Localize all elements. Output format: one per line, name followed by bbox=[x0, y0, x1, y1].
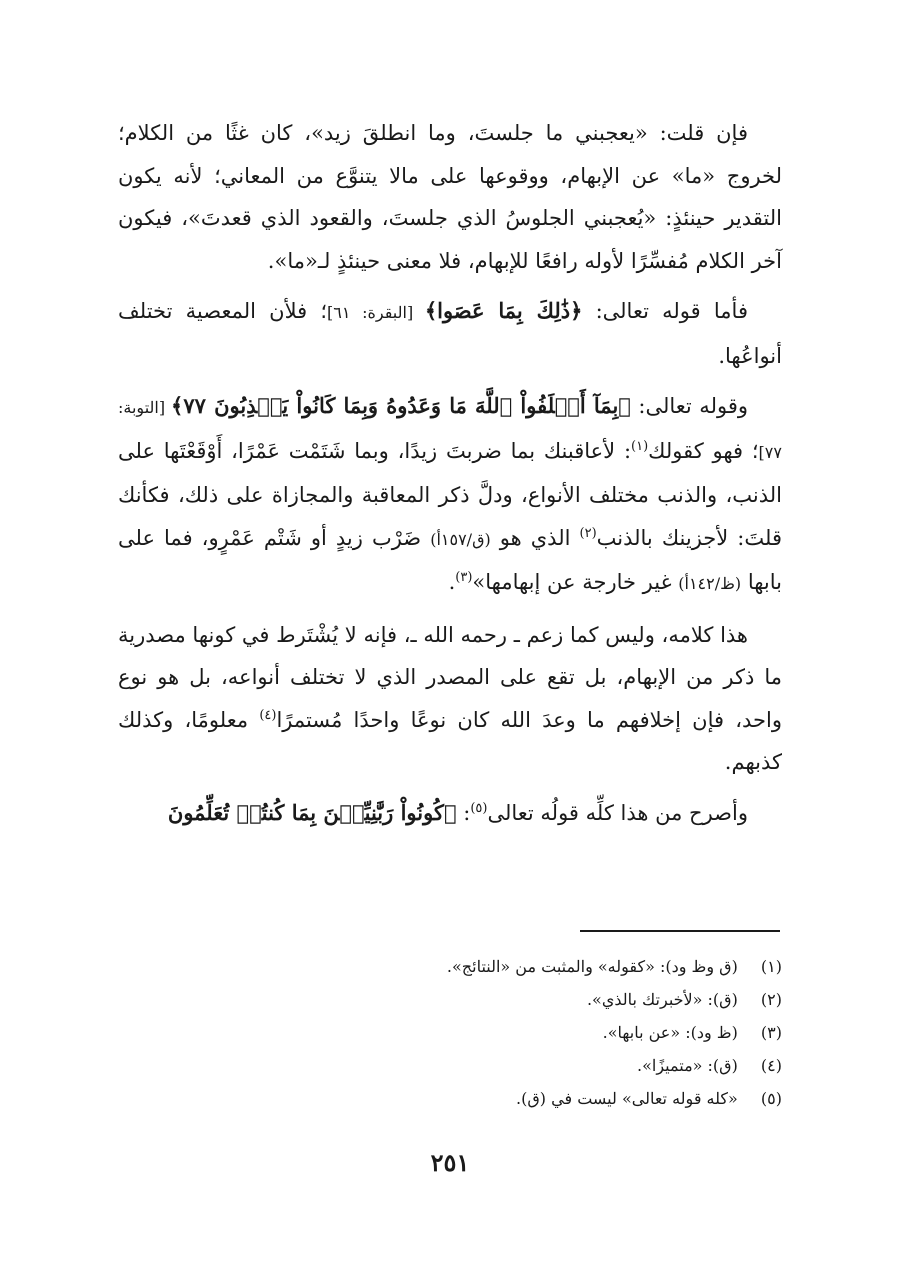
p3-text: ضَرْب زيدٍ أو شَتْم عَمْرٍو، فما على بابها bbox=[118, 525, 782, 594]
footnote-marker-2[interactable]: (٢) bbox=[579, 525, 597, 541]
footnote-number: (٤) bbox=[760, 1056, 782, 1075]
paragraph-3 bbox=[118, 385, 782, 606]
verse-reference: [التوبة: ٧٧] bbox=[118, 398, 782, 462]
footnote-text: (ق): «متميزًا». bbox=[637, 1056, 738, 1075]
footnote-number: (٣) bbox=[760, 1023, 782, 1042]
footnote bbox=[118, 1049, 782, 1082]
verse-reference: [البقرة: ٦١] bbox=[327, 303, 425, 322]
p3-lead: وقوله تعالى: bbox=[630, 394, 748, 418]
p4-text: معلومًا، وكذلك كذبهم. bbox=[118, 707, 782, 774]
footnote-number: (١) bbox=[760, 957, 782, 976]
page-number: ٢٥١ bbox=[430, 1148, 470, 1177]
footnote bbox=[118, 1016, 782, 1049]
manuscript-marker: (ق/١٥٧أ) bbox=[430, 529, 491, 549]
paragraph-4 bbox=[118, 614, 782, 784]
footnote-text: (ظ ود): «عن بابها». bbox=[602, 1023, 738, 1042]
p2-rest: ؛ فلأن المعصية تختلف أنواعُها. bbox=[118, 299, 782, 368]
footnote-marker-3[interactable]: (٣) bbox=[455, 570, 473, 585]
p5-text: : bbox=[456, 800, 471, 825]
quran-verse: ﴿ذَٰلِكَ بِمَا عَصَوا﴾ bbox=[424, 298, 583, 323]
footnote-number: (٢) bbox=[760, 990, 782, 1009]
footnote-text: (ق): «لأخبرتك بالذي». bbox=[586, 990, 738, 1009]
p3-text: غير خارجة عن إبهامها» bbox=[472, 570, 679, 594]
footnote-text: (ق وظ ود): «كقوله» والمثبت من «النتائج». bbox=[446, 957, 738, 976]
quran-verse: ﴿كُونُواْ رَبَّٰنِيِّـۧنَ بِمَا كُنتُمۡ تُعَلِّمُونَ bbox=[167, 799, 457, 825]
paragraph-1: فإن قلت: «يعجبني ما جلستَ، وما انطلقَ زيد»، كان غثًا من الكلام؛ لخروج «ما» عن الإبهام، ووقوعها على مالا يتنوَّع من المعاني؛ لأنه يكون التقدير حينئذٍ: «يُعجبني الجلوسُ الذي جلستَ، والقعود الذي قعدتَ»، فيكون آخر الكلام مُفسِّرًا لأوله رافعًا للإبهام، فلا معنى حينئذٍ لـ«ما». bbox=[118, 121, 782, 273]
footnote-marker-4[interactable]: (٤) bbox=[259, 707, 277, 723]
main-text bbox=[118, 112, 782, 834]
quran-verse: ﴿بِمَآ أَخۡلَفُواْ ٱللَّهَ مَا وَعَدُوهُ وَبِمَا كَانُواْ يَكۡذِبُونَ ٧٧﴾ bbox=[171, 393, 631, 418]
footnote bbox=[118, 950, 782, 983]
footnote-text: «كله قوله تعالى» ليست في (ق). bbox=[516, 1089, 738, 1108]
p4-text: هذا كلامه، وليس كما زعم ـ رحمه الله ـ، فإنه لا يُشْتَرط في كونها مصدرية ما ذكر من الإبهام، بل تقع على المصدر الذي لا تختلف أنواعه، بل هو نوع واحد، فإن إخلافهم ما وعدَ الله كان نوعًا واحدًا مُستمرًا bbox=[118, 622, 783, 732]
footnote-marker-5[interactable]: (٥) bbox=[470, 800, 488, 816]
p3-text: ؛ فهو كقولك bbox=[648, 438, 759, 463]
paragraph-5 bbox=[118, 792, 782, 835]
footnote-number: (٥) bbox=[760, 1089, 782, 1108]
footnotes bbox=[118, 950, 782, 1115]
p3-text: الذي هو bbox=[490, 525, 580, 550]
p2-lead: فأما قوله تعالى: bbox=[582, 299, 748, 323]
p5-text: وأصرح من هذا كلِّه قولُه تعالى bbox=[487, 800, 748, 825]
footnote-marker-1[interactable]: (١) bbox=[631, 438, 649, 454]
footnote bbox=[118, 1082, 782, 1115]
p3-text: : لأعاقبنك بما ضربتَ زيدًا، وبما شَتَمْت عَمْرًا، أَوْقَعْتَها على الذنب، والذنب مختلف الأنواع، ودلَّ ذكر المعاقبة والمجازاة على ذلك، فكأنك قلتَ: لأجزينك بالذنب bbox=[118, 438, 782, 550]
footnote bbox=[118, 983, 782, 1016]
paragraph-2 bbox=[118, 290, 782, 377]
p3-text: . bbox=[448, 570, 456, 594]
manuscript-marker: (ظ/١٤٢أ) bbox=[678, 574, 742, 593]
footnote-separator bbox=[580, 930, 780, 932]
